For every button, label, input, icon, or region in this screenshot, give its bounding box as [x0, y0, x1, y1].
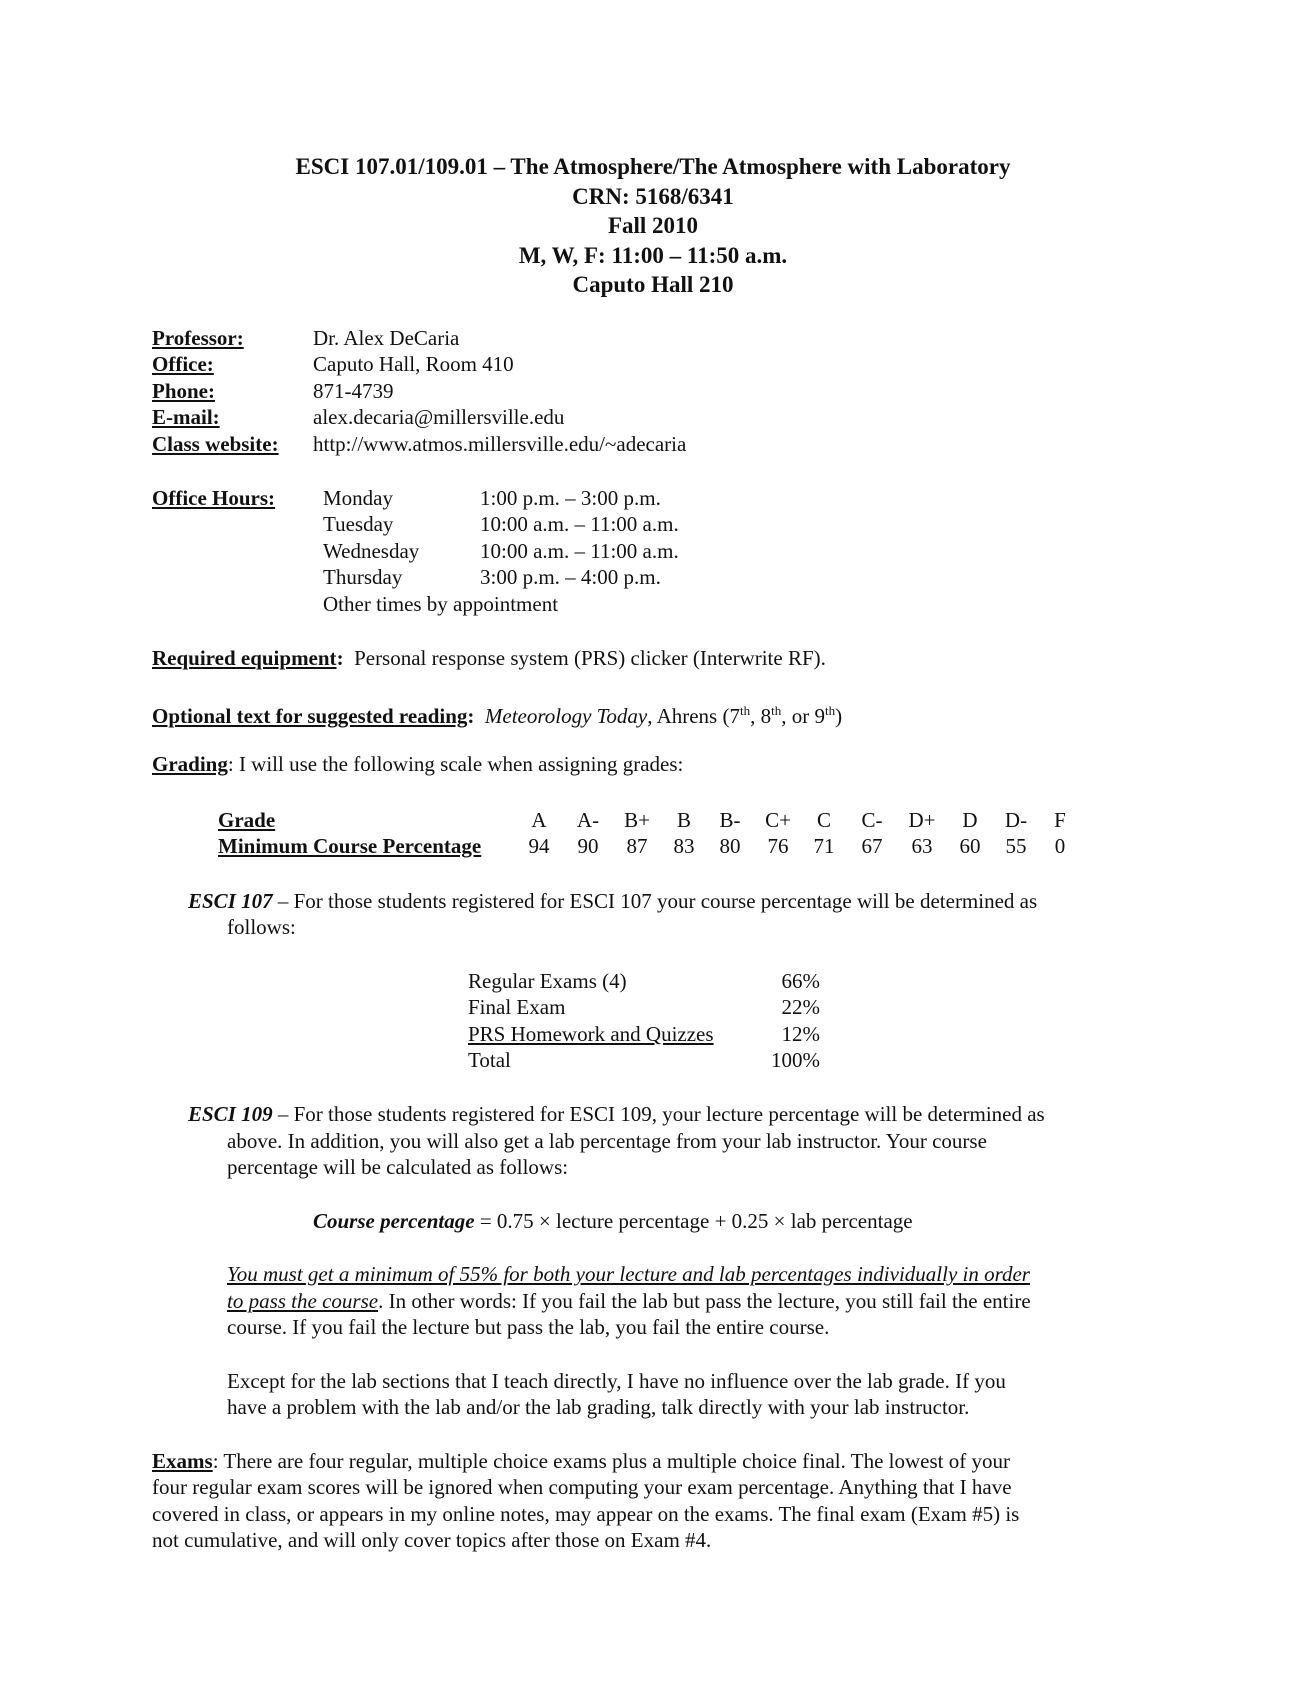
esci109-line3: percentage will be calculated as follows:: [227, 1155, 569, 1179]
office-hours-other: Other times by appointment: [323, 592, 559, 616]
grade-min: 90: [577, 834, 599, 858]
lab-line1: Except for the lab sections that I teach directly, I have no influence over the lab grade. If you: [227, 1369, 1006, 1393]
grade-min: 83: [673, 834, 695, 858]
grade-min: 55: [1005, 834, 1027, 858]
esci109-tag: ESCI 109: [188, 1102, 273, 1126]
office-hours-day: Monday: [323, 486, 393, 510]
grade-min: 63: [911, 834, 933, 858]
course-title: ESCI 107.01/109.01 – The Atmosphere/The Atmosphere with Laboratory: [295, 154, 1011, 179]
office-hours-time: 1:00 p.m. – 3:00 p.m.: [480, 486, 661, 510]
grade-min: 80: [719, 834, 741, 858]
phone-number: 871-4739: [313, 379, 394, 403]
exams-text: : There are four regular, multiple choice exams plus a multiple choice final. The lowest of your: [212, 1449, 1010, 1473]
website-label: Class website:: [152, 432, 279, 456]
warning-rest: . In other words: If you fail the lab but pass the lecture, you still fail the entire: [378, 1289, 1031, 1313]
office-hours-day: Tuesday: [323, 512, 394, 536]
phone-label: Phone:: [152, 379, 215, 403]
reading-edition: , or 9: [781, 704, 825, 728]
warning-line2: [227, 1288, 1031, 1315]
grade-min: 60: [959, 834, 981, 858]
email-link[interactable]: alex.decaria@millersville.edu: [313, 405, 565, 429]
office-hours-time: 3:00 p.m. – 4:00 p.m.: [480, 565, 661, 589]
edition-sup: th: [771, 703, 782, 718]
course-term: Fall 2010: [607, 213, 699, 238]
reading-author: , Ahrens (7: [647, 704, 740, 728]
lab-line2: have a problem with the lab and/or the lab grading, talk directly with your lab instructor.: [227, 1395, 970, 1419]
warning-line1: You must get a minimum of 55% for both your lecture and lab percentages individually in order: [227, 1262, 1030, 1286]
office-location: Caputo Hall, Room 410: [313, 352, 514, 376]
esci107-line1: [188, 888, 1037, 915]
grade-letter: A-: [576, 808, 600, 832]
weight-pct: 22%: [781, 995, 820, 1019]
grade-letter: D-: [1004, 808, 1028, 832]
reading-book-title: Meteorology Today: [484, 704, 648, 728]
exams-label: Exams: [152, 1449, 213, 1473]
reading-label: Optional text for suggested reading: [152, 704, 468, 728]
weight-item: Final Exam: [468, 995, 566, 1019]
course-location: Caputo Hall 210: [572, 272, 734, 297]
office-hours-label: Office Hours:: [152, 486, 276, 510]
edition-sup: th: [739, 703, 751, 718]
office-hours-day: Wednesday: [323, 539, 420, 563]
esci107-line2: follows:: [227, 915, 296, 939]
grade-min: 94: [528, 834, 550, 858]
grade-letter: B-: [719, 808, 741, 832]
formula-text: = 0.75 × lecture percentage + 0.25 × lab percentage: [474, 1209, 913, 1233]
grade-letter: C-: [861, 808, 883, 832]
course-crn: CRN: 5168/6341: [572, 183, 734, 209]
grading-intro-line: [152, 751, 683, 778]
course-schedule: M, W, F: 11:00 – 11:50 a.m.: [518, 242, 788, 268]
warning-line3: course. If you fail the lecture but pass the lab, you fail the entire course.: [227, 1315, 830, 1339]
esci107-tag: ESCI 107: [188, 889, 273, 913]
grade-min: 76: [767, 834, 789, 858]
exams-line2: four regular exam scores will be ignored when computing your exam percentage. Anything that I have: [152, 1475, 1012, 1499]
weight-item: Regular Exams (4): [468, 969, 627, 993]
equipment-colon: :: [336, 646, 344, 670]
reading-edition: , 8: [750, 704, 772, 728]
exams-line4: not cumulative, and will only cover topics after those on Exam #4.: [152, 1528, 712, 1552]
professor-label: Professor:: [152, 326, 244, 350]
grade-letter: D+: [908, 808, 936, 832]
grade-letter: F: [1054, 808, 1066, 832]
reading-colon: :: [467, 704, 475, 728]
professor-name: Dr. Alex DeCaria: [313, 326, 460, 350]
grade-letter: A: [531, 808, 547, 832]
esci107-text: – For those students registered for ESCI 107 your course percentage will be determined as: [272, 889, 1038, 913]
course-formula: [313, 1208, 913, 1235]
warning-emphasis: to pass the course: [227, 1289, 379, 1313]
office-label: Office:: [152, 352, 214, 376]
grading-intro: : I will use the following scale when assigning grades:: [227, 752, 684, 776]
edition-sup: th: [824, 703, 836, 718]
esci109-line1: [188, 1101, 1045, 1128]
esci109-line2: above. In addition, you will also get a lab percentage from your lab instructor. Your course: [227, 1129, 987, 1153]
equipment-label: Required equipment: [152, 646, 337, 670]
esci109-text: – For those students registered for ESCI 109, your lecture percentage will be determined as: [272, 1102, 1045, 1126]
formula-label: Course percentage: [313, 1209, 475, 1233]
grade-min: 71: [813, 834, 835, 858]
office-hours-time: 10:00 a.m. – 11:00 a.m.: [480, 539, 679, 563]
weight-pct: 100%: [771, 1048, 820, 1072]
website-link[interactable]: http://www.atmos.millersville.edu/~adecaria: [313, 432, 687, 456]
grading-label: Grading: [152, 752, 228, 776]
grade-min: 67: [861, 834, 883, 858]
office-hours-time: 10:00 a.m. – 11:00 a.m.: [480, 512, 679, 536]
office-hours-day: Thursday: [323, 565, 403, 589]
weight-pct: 12%: [781, 1022, 820, 1046]
grade-min: 87: [626, 834, 648, 858]
exams-line3: covered in class, or appears in my online notes, may appear on the exams. The final exam (Exam #5) is: [152, 1502, 1020, 1526]
reading-line: [152, 698, 842, 730]
min-pct-header: Minimum Course Percentage: [218, 834, 482, 858]
equipment-line: [152, 645, 826, 672]
grade-letter: B+: [624, 808, 650, 832]
email-label: E-mail:: [152, 405, 220, 429]
exams-line1: [152, 1448, 1010, 1475]
weight-pct: 66%: [781, 969, 820, 993]
reading-end: ): [835, 704, 843, 728]
weight-item: Total: [468, 1048, 511, 1072]
grade-min: 0: [1054, 834, 1066, 858]
grade-letter: B: [676, 808, 691, 832]
course-header: [0, 152, 1306, 300]
equipment-text: Personal response system (PRS) clicker (Interwrite RF).: [354, 646, 826, 670]
grade-letter: C+: [765, 808, 791, 832]
grade-letter: D: [962, 808, 978, 832]
grade-letter: C: [816, 808, 831, 832]
grade-header: Grade: [218, 808, 276, 832]
weight-item: PRS Homework and Quizzes: [468, 1022, 714, 1046]
